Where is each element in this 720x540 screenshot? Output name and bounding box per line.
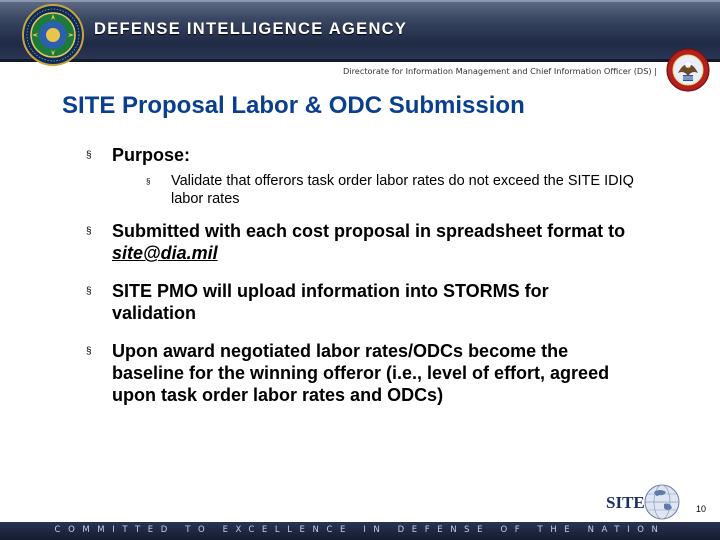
agency-title: DEFENSE INTELLIGENCE AGENCY <box>94 20 408 38</box>
page-number: 10 <box>696 504 707 514</box>
slide-title: SITE Proposal Labor & ODC Submission <box>62 92 525 119</box>
site-logo-text: SITE <box>606 493 645 512</box>
sub-bullet-marker: § <box>146 177 151 186</box>
bullet-marker: § <box>86 150 92 161</box>
bullet-upon-award: Upon award negotiated labor rates/ODCs become the baseline for the winning offeror (i.e., level of effort, agreed upon task order labor rates and ODCs) <box>112 341 610 405</box>
cio-eagle-seal-icon <box>666 48 710 92</box>
bullet-site-pmo: SITE PMO will upload information into STORMS for validation <box>112 281 549 323</box>
footer-motto: COMMITTED TO EXCELLENCE IN DEFENSE OF THE NATION <box>54 525 666 535</box>
bullet-marker: § <box>86 346 92 357</box>
bullet-submitted <box>112 220 632 264</box>
bullet-submitted-text: Submitted with each cost proposal in spreadsheet format to <box>112 221 626 241</box>
dia-seal-icon <box>22 4 84 66</box>
bullet-purpose: Purpose: <box>112 145 191 165</box>
directorate-subtitle: Directorate for Information Management and Chief Information Officer (DS) | <box>343 66 657 76</box>
header-banner <box>0 0 720 62</box>
bullet-marker: § <box>86 286 92 297</box>
site-globe-logo-icon <box>604 482 688 522</box>
footer-bar <box>0 522 720 540</box>
email-link[interactable]: site@dia.mil <box>112 243 218 263</box>
bullet-marker: § <box>86 226 92 237</box>
sub-bullet-validate: Validate that offerors task order labor rates do not exceed the SITE IDIQ labor rates <box>171 173 634 207</box>
